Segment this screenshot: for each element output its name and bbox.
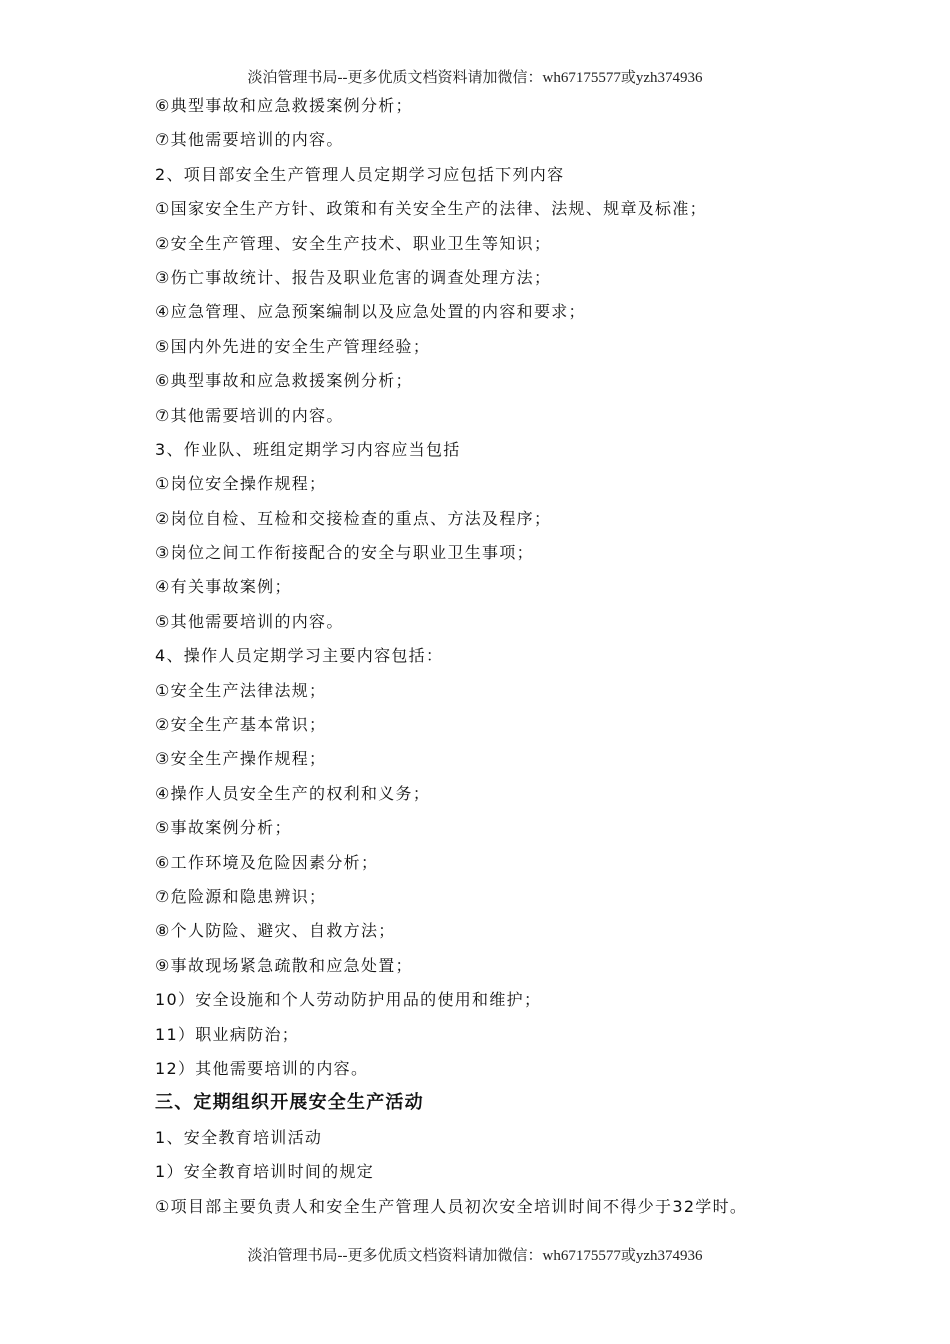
list-item: ⑧个人防险、避灾、自救方法； — [155, 921, 396, 941]
section-subtitle: 1、安全教育培训活动 — [155, 1127, 323, 1147]
list-item: ①岗位安全操作规程； — [155, 474, 327, 494]
page-header: 淡泊管理书局--更多优质文档资料请加微信：wh67175577或yzh374936 — [247, 70, 703, 86]
list-item: 11）职业病防治； — [155, 1024, 300, 1044]
list-item: ①国家安全生产方针、政策和有关安全生产的法律、法规、规章及标准； — [155, 199, 707, 219]
list-item: ②安全生产基本常识； — [155, 715, 327, 735]
list-item: ⑤其他需要培训的内容。 — [155, 611, 344, 631]
list-item: 12）其他需要培训的内容。 — [155, 1058, 369, 1078]
list-item: ③岗位之间工作衔接配合的安全与职业卫生事项； — [155, 543, 534, 563]
list-item: ③伤亡事故统计、报告及职业危害的调查处理方法； — [155, 267, 552, 287]
document-body — [155, 89, 875, 1224]
section-subtitle: 2、项目部安全生产管理人员定期学习应包括下列内容 — [155, 164, 565, 184]
list-item: ④应急管理、应急预案编制以及应急处置的内容和要求； — [155, 302, 586, 322]
section-subtitle: 4、操作人员定期学习主要内容包括： — [155, 646, 444, 666]
list-item: ⑤事故案例分析； — [155, 818, 292, 838]
list-item: ⑨事故现场紧急疏散和应急处置； — [155, 955, 413, 975]
list-item: ⑦其他需要培训的内容。 — [155, 130, 344, 150]
list-item: ⑦危险源和隐患辨识； — [155, 886, 327, 906]
list-item: ①安全生产法律法规； — [155, 680, 327, 700]
list-item: ②岗位自检、互检和交接检查的重点、方法及程序； — [155, 508, 552, 528]
list-item: ④操作人员安全生产的权利和义务； — [155, 783, 431, 803]
list-item: ⑥典型事故和应急救援案例分析； — [155, 96, 413, 115]
list-item: ④有关事故案例； — [155, 577, 292, 597]
list-item: ①项目部主要负责人和安全生产管理人员初次安全培训时间不得少于32学时。 — [155, 1196, 748, 1216]
section-subtitle: 1）安全教育培训时间的规定 — [155, 1162, 375, 1182]
list-item: ③安全生产操作规程； — [155, 749, 327, 769]
list-item: ⑦其他需要培训的内容。 — [155, 405, 344, 425]
list-item: ⑥典型事故和应急救援案例分析； — [155, 371, 413, 391]
list-item: ⑥工作环境及危险因素分析； — [155, 852, 379, 872]
page-footer: 淡泊管理书局--更多优质文档资料请加微信：wh67175577或yzh374936 — [247, 1248, 703, 1264]
section-subtitle: 3、作业队、班组定期学习内容应当包括 — [155, 439, 461, 459]
list-item: ②安全生产管理、安全生产技术、职业卫生等知识； — [155, 233, 552, 253]
section-heading: 三、定期组织开展安全生产活动 — [155, 1092, 424, 1114]
list-item: ⑤国内外先进的安全生产管理经验； — [155, 336, 431, 356]
list-item: 10）安全设施和个人劳动防护用品的使用和维护； — [155, 990, 542, 1010]
